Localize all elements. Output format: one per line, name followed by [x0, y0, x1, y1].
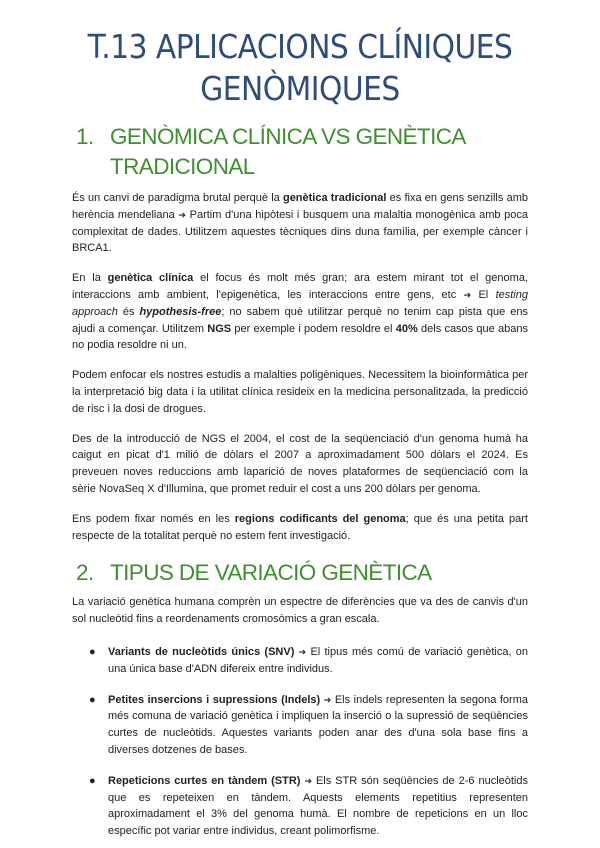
section-2-number: 2. [76, 560, 94, 586]
p2-bolditalic-term: hypothesis-free [139, 305, 222, 318]
paragraph-3: Podem enfocar els nostres estudis a malalties poligèniques. Necessitem la bioinformàtica per la interpretació big data i la utilitat clínica resideix en la medicina personalitzada, la predicció de risc i la dosi de drogues. [72, 369, 528, 415]
section-1-heading-text: GENÒMICA CLÍNICA VS GENÈTICA TRADICIONAL [110, 124, 465, 179]
p2-text-j: per exemple i podem resoldre el [231, 322, 396, 335]
p5-bold-term: regions codificants del genoma [234, 512, 406, 525]
p1-text-a: És un canvi de paradigma brutal perquè la [72, 192, 283, 204]
bullet-icon: ● [89, 693, 96, 706]
arrow-icon: ➔ [298, 646, 307, 657]
paragraph-2 [72, 270, 528, 354]
title-line-1: T.13 APLICACIONS CLÍNIQUES [87, 27, 513, 66]
p2-text-h: ; no sabem què utilitzar perquè no tenim cap pista que ens ajudi a començar. Utilitzem [72, 305, 528, 335]
arrow-icon: ➔ [178, 209, 186, 220]
list-item [72, 773, 528, 840]
arrow-icon: ➔ [323, 694, 332, 705]
p1-text-d: Partim d'una hipòtesi i busquem una malaltia monogènica amb poca complexitat de dades. Utilitzem aquestes tècniques dins duna família, per exemple càncer i BRCA1. [72, 208, 528, 255]
list-item-text: Els indels representen la segona forma més comuna de variació genètica i impliquen la inserció o la supressió de seqüències curtes de nucleòtids. Aquestes variants poden anar des d'una sola base fins a diverses dotzenes de bases. [108, 693, 528, 756]
p2-text-d: El [471, 288, 496, 301]
bullet-icon: ● [89, 774, 96, 787]
list-item-text: Els STR són seqüències de 2-6 nucleòtids que es repeteixen en tàndem. Aquests elements repetitius representen aproximadament el 3% del genoma humà. El nombre de repeticions en un lloc específic pot variar entre individus, creant polimorfisme. [108, 774, 528, 838]
variation-types-list [72, 644, 528, 840]
title-line-2: GENÒMIQUES [200, 69, 400, 108]
p1-text-c: es fixa en gens senzills amb herència mendeliana [72, 192, 528, 221]
p5-text-a: Ens podem fixar només en les [72, 512, 235, 525]
arrow-icon: ➔ [304, 775, 312, 786]
section-1-number: 1. [76, 124, 94, 149]
p2-italic-term: testing approach [72, 288, 528, 318]
section-2-heading [72, 558, 528, 588]
bullet-icon: ● [89, 645, 96, 658]
list-item-term: Variants de nucleòtids únics (SNV) [108, 645, 295, 658]
p2-bold-term: genètica clínica [107, 272, 194, 285]
p5-text-c: ; que és una petita part respecte de la totalitat perquè no estem fent investigació. [72, 512, 528, 542]
section-2-heading-text: TIPUS DE VARIACIÓ GENÈTICA [110, 560, 432, 586]
section-1-heading [72, 122, 528, 182]
list-item-term: Petites insercions i supressions (Indels) [108, 693, 321, 706]
paragraph-1 [72, 190, 528, 257]
p2-text-l: dels casos que abans no podia resoldre ni un. [72, 322, 529, 352]
paragraph-4: Des de la introducció de NGS el 2004, el cost de la seqüenciació d'un genoma humà ha caigut en picat d'1 milió de dòlars el 2007 a aproximadament 500 dòlars el 2024. Es preveuen noves reduccions amb laparició de noves plataformes de seqüenciació com la sèrie NovaSeq X d'Illumina, que promet reduir el cost a uns 200 dòlars per genoma. [72, 432, 528, 495]
paragraph-5 [72, 511, 528, 545]
p2-bold-ngs: NGS [207, 322, 232, 335]
p2-text-f: és [117, 305, 140, 318]
list-item-term: Repeticions curtes en tàndem (STR) [108, 774, 301, 787]
p2-bold-percent: 40% [395, 322, 418, 335]
list-item-text: El tipus més comú de variació genètica, on una única base d'ADN difereix entre individus. [108, 645, 528, 675]
document-title [72, 26, 528, 110]
p2-text-a: En la [72, 272, 108, 285]
arrow-icon: ➔ [463, 289, 472, 300]
section-2-intro: La variació genètica humana comprèn un espectre de diferències que va des de canvis d'un sol nucleòtid fins a reordenaments cromosòmics a gran escala. [72, 596, 528, 626]
list-item [72, 692, 528, 759]
p1-bold-term: genètica tradicional [282, 192, 387, 204]
list-item [72, 644, 528, 678]
p2-text-c: el focus és molt més gran; ara estem mirant tot el genoma, interaccions amb ambient, l'epigenètica, les interaccions entre gens, etc [72, 272, 528, 301]
